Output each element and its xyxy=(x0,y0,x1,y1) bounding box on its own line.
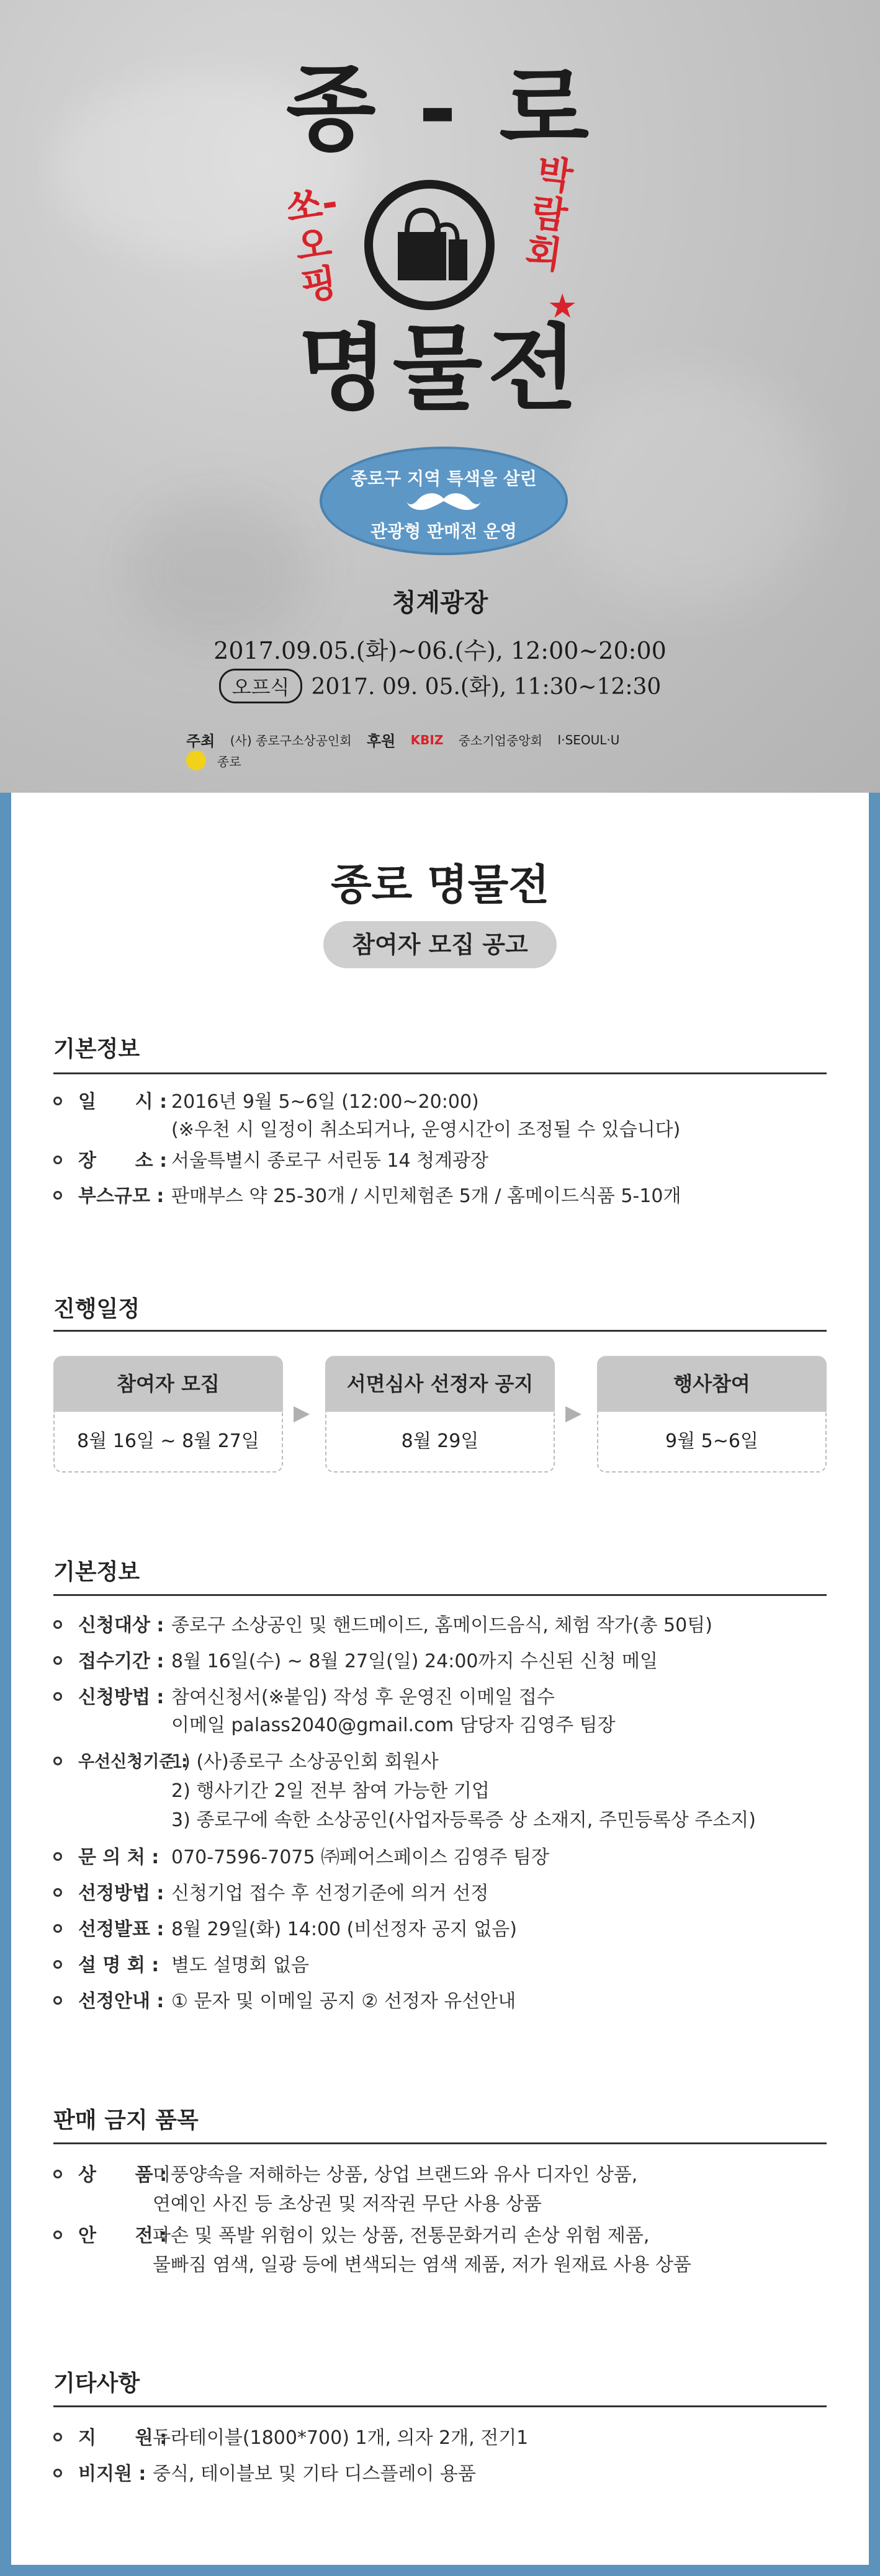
shopping-bag-icon xyxy=(364,180,495,310)
bullet-icon xyxy=(53,1852,62,1861)
bullet-icon xyxy=(53,2231,62,2239)
section-prohibited-heading: 판매 금지 품목 xyxy=(53,2108,199,2133)
bullet-icon xyxy=(53,1097,62,1105)
open-time: 2017. 09. 05.(화), 11:30~12:30 xyxy=(311,674,662,700)
poster-title-bottom: 명물전 xyxy=(297,315,583,423)
schedule-step-review: 서면심사 선정자 공지 8월 29일 xyxy=(325,1356,555,1474)
bullet-icon xyxy=(53,1656,62,1665)
bullet-icon xyxy=(53,1924,62,1933)
section-divider xyxy=(53,1594,827,1596)
section-divider xyxy=(53,1072,827,1074)
slogan-line2: 관광형 판매전 운영 xyxy=(370,521,517,541)
kbiz-logo: KBIZ xyxy=(410,732,444,747)
jongro-mascot-icon xyxy=(186,751,206,770)
schedule-step-participate: 행사참여 9월 5~6일 xyxy=(597,1356,827,1474)
section-divider xyxy=(53,1330,827,1332)
apply-item-method: 신청방법 : 참여신청서(※붙임) 작성 후 운영진 이메일 접수 이메일 palass2040@gmail.com 담당자 김영주 팀장 xyxy=(53,1685,829,1740)
bullet-icon xyxy=(53,2433,62,2441)
apply-item-priority: 우선신청기준 : 1) (사)종로구 소상공인회 회원사 2) 행사기간 2일 전부 참여 가능한 기업 3) 종로구에 속한 소상공인(사업자등록증 상 소재지, 주민등록상 주소지) xyxy=(53,1749,829,1836)
sponsor-label: 후원 xyxy=(366,733,396,750)
poster-hero xyxy=(0,0,880,793)
bullet-icon xyxy=(53,1996,62,2005)
section-schedule-heading: 진행일정 xyxy=(53,1296,140,1322)
info-item-date: 일 시 : 2016년 9월 5~6일 (12:00~20:00) (※우천 시 일정이 취소되거나, 운영시간이 조정될 수 있습니다) xyxy=(53,1089,829,1145)
bullet-icon xyxy=(53,1620,62,1629)
bullet-icon xyxy=(53,1156,62,1164)
sponsors-bar xyxy=(186,729,695,769)
open-badge: 오프식 xyxy=(219,669,303,703)
bullet-icon xyxy=(53,1888,62,1897)
page-subtitle: 참여자 모집 공고 xyxy=(323,921,557,968)
bullet-icon xyxy=(53,1960,62,1969)
host-name: (사) 종로구소상공인회 xyxy=(230,733,352,748)
seoul-logo: I·SEOUL·U xyxy=(557,732,620,747)
bullet-icon xyxy=(53,1191,62,1200)
bullet-icon xyxy=(53,1692,62,1701)
section-divider xyxy=(53,2142,827,2144)
poster-side-right: 박람회 xyxy=(523,151,576,279)
bullet-icon xyxy=(53,2170,62,2178)
arrow-right-icon: ▶ xyxy=(565,1401,582,1425)
section-basic-info-heading: 기본정보 xyxy=(53,1036,140,1062)
opening-ceremony xyxy=(0,669,880,703)
notice-content: 종로 명물전 참여자 모집 공고 기본정보 일 시 : 2016년 9월 5~6일 (12:00~20:00) (※우천 시 일정이 취소되거나, 운영시간이 조정될 수 있습니다) 장 소 : 서울특별시 종로구 서린동 14 청계광장 부스규모 : 판매부스 약 25-30개 / 시민체험존 5개 / 홈메이드식품 5-10개 진행일정 참여자 모집 8월 16일 ~ 8월 27일 ▶ 서면심사 선정자 공지 8월 29일 ▶ 행사참여 9월 5~6일 기본정보 신청대상 : 종로구 소상공인 및 핸드메이드, 홈메이드음식, 체험 작가(총 50팀) 접수기간 : 8월 16일(수) ~ 8월 27일(일) 24:00까지 수신된 신청 메일 신청방법 : 참여신청서(※붙임) 작성 후 운영진 이메일 접수 이메일 palass2040@gmail.com 담당자 김영주 팀장 우선신청기준 : 1) (사)종로구 소상공인회 회원사 2) 행사기간 2일 전부 참여 가능한 기업 3) 종로구에 속한 소상공인(사업자등록증 상 소재지, 주민등록상 주소지) 문 의 처 : 070-7596-7075 ㈜페어스페이스 김영주 팀장 선정방법 : 신청기업 접수 후 선정기준에 의거 선정 선정발표 : 8월 29일(화) 14:00 (비선정자 공지 없음) 설 명 회 : 별도 설명회 없음 선정안내 : ① 문자 및 이메일 공지 ② 선정자 유선안내 판매 금지 품목 상 품 : 미풍양속을 저해하는 상품, 상업 브랜드와 유사 디자인 상품, 연예인 사진 등 초상권 및 저작권 무단 사용 상품 안 전 : 파손 및 폭발 위험이 있는 상품, 전통문화거리 손상 위험 제품, 물빠짐 염색, 일광 등에 변색되는 염색 제품, 저가 원재료 사용 상품 기타사항 지 원 : 듀라테이블(1800*700) 1개, 의자 2개, 전기1 비지원 : 중식, 테이블보 및 기타 디스플레이 용품 xyxy=(11,793,869,2565)
mustache-icon xyxy=(322,491,565,517)
star-icon: ★ xyxy=(547,287,578,326)
event-dates: 2017.09.05.(화)~06.(수), 12:00~20:00 xyxy=(213,637,667,664)
section-divider xyxy=(53,2405,827,2407)
schedule-step-recruit: 참여자 모집 8월 16일 ~ 8월 27일 xyxy=(53,1356,283,1474)
poster-title-top: 종 - 로 xyxy=(285,56,595,164)
jongro-logo: 종로 xyxy=(186,751,253,770)
venue: 청계광장 xyxy=(392,589,488,617)
host-label: 주최 xyxy=(186,733,215,750)
page-title: 종로 명물전 xyxy=(330,861,550,910)
section-application-heading: 기본정보 xyxy=(53,1559,140,1585)
arrow-right-icon: ▶ xyxy=(294,1401,310,1425)
prohibited-item-goods: 상 품 : 미풍양속을 저해하는 상품, 상업 브랜드와 유사 디자인 상품, 연예인 사진 등 초상권 및 저작권 무단 사용 상품 xyxy=(53,2162,829,2218)
kbiz-name: 중소기업중앙회 xyxy=(458,733,542,748)
slogan-oval xyxy=(320,447,568,555)
poster-side-left: 쏘-오핑 xyxy=(283,180,341,310)
section-other-heading: 기타사항 xyxy=(53,2371,140,2396)
prohibited-item-safety: 안 전 : 파손 및 폭발 위험이 있는 상품, 전통문화거리 손상 위험 제품, 물빠짐 염색, 일광 등에 변색되는 염색 제품, 저가 원재료 사용 상품 xyxy=(53,2223,829,2279)
bullet-icon xyxy=(53,1757,62,1765)
bullet-icon xyxy=(53,2469,62,2477)
slogan-line1: 종로구 지역 특색을 살린 xyxy=(351,468,537,489)
